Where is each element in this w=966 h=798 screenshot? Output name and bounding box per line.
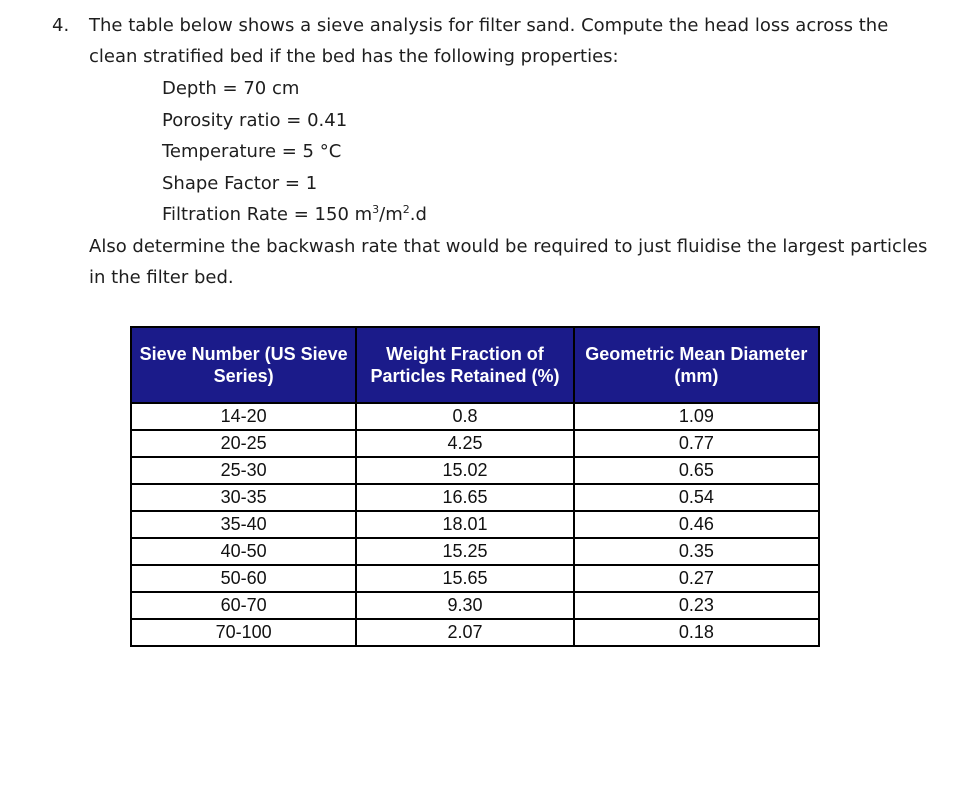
cell-weight-fraction: 18.01 [356, 511, 573, 538]
header-geometric-mean-diameter: Geometric Mean Diameter (mm) [574, 327, 819, 403]
cell-sieve-number: 20-25 [131, 430, 356, 457]
cell-weight-fraction: 2.07 [356, 619, 573, 646]
cell-sieve-number: 25-30 [131, 457, 356, 484]
cell-sieve-number: 70-100 [131, 619, 356, 646]
table-row [131, 511, 819, 538]
property-porosity: Porosity ratio = 0.41 [162, 110, 348, 131]
property-temperature: Temperature = 5 °C [162, 141, 342, 162]
cell-diameter: 0.35 [574, 538, 819, 565]
filtration-rate-prefix: Filtration Rate = 150 m [162, 204, 373, 225]
cell-sieve-number: 50-60 [131, 565, 356, 592]
cell-weight-fraction: 15.02 [356, 457, 573, 484]
table-row [131, 565, 819, 592]
cell-sieve-number: 35-40 [131, 511, 356, 538]
cell-diameter: 0.65 [574, 457, 819, 484]
question-line-4: in the filter bed. [89, 267, 234, 288]
cell-weight-fraction: 16.65 [356, 484, 573, 511]
table-row [131, 457, 819, 484]
header-sieve-number: Sieve Number (US Sieve Series) [131, 327, 356, 403]
cell-sieve-number: 60-70 [131, 592, 356, 619]
table-row [131, 430, 819, 457]
cell-weight-fraction: 0.8 [356, 403, 573, 430]
cell-weight-fraction: 15.65 [356, 565, 573, 592]
filtration-rate-exponent-1: 3 [372, 203, 380, 216]
property-filtration-rate [162, 204, 427, 225]
header-weight-fraction: Weight Fraction of Particles Retained (%) [356, 327, 573, 403]
cell-sieve-number: 30-35 [131, 484, 356, 511]
cell-sieve-number: 40-50 [131, 538, 356, 565]
cell-diameter: 0.54 [574, 484, 819, 511]
cell-diameter: 1.09 [574, 403, 819, 430]
filtration-rate-exponent-2: 2 [402, 203, 410, 216]
cell-diameter: 0.18 [574, 619, 819, 646]
table-header-row [131, 327, 819, 403]
filtration-rate-mid: /m [379, 204, 403, 225]
sieve-analysis-table [130, 326, 820, 647]
cell-weight-fraction: 15.25 [356, 538, 573, 565]
cell-diameter: 0.46 [574, 511, 819, 538]
cell-sieve-number: 14-20 [131, 403, 356, 430]
table-row [131, 484, 819, 511]
cell-weight-fraction: 4.25 [356, 430, 573, 457]
table-row [131, 592, 819, 619]
question-line-3: Also determine the backwash rate that would be required to just fluidise the largest particles [89, 236, 928, 257]
question-line-2: clean stratified bed if the bed has the following properties: [89, 46, 619, 67]
property-shape-factor: Shape Factor = 1 [162, 173, 318, 194]
question-line-1: The table below shows a sieve analysis for filter sand. Compute the head loss across the [89, 15, 889, 36]
table-row [131, 403, 819, 430]
cell-diameter: 0.77 [574, 430, 819, 457]
question-number: 4. [52, 15, 70, 36]
cell-weight-fraction: 9.30 [356, 592, 573, 619]
table-row [131, 619, 819, 646]
property-depth: Depth = 70 cm [162, 78, 300, 99]
table-row [131, 538, 819, 565]
filtration-rate-suffix: .d [409, 204, 427, 225]
cell-diameter: 0.27 [574, 565, 819, 592]
cell-diameter: 0.23 [574, 592, 819, 619]
